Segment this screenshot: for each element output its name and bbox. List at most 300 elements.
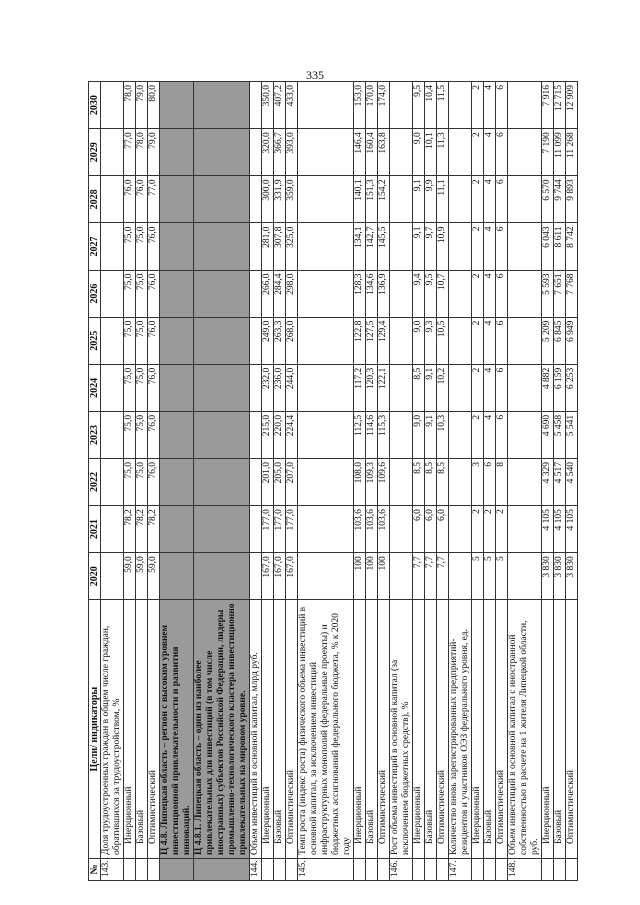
empty-cell bbox=[298, 506, 354, 553]
value-cell: 4 882 bbox=[542, 364, 554, 411]
empty-cell bbox=[425, 858, 437, 880]
value-cell: 8,5 bbox=[413, 458, 425, 505]
empty-cell bbox=[160, 129, 194, 176]
empty-cell bbox=[194, 317, 250, 364]
value-cell: 10,4 bbox=[425, 82, 437, 129]
scenario-name: Инерционный bbox=[354, 600, 366, 859]
scenario-row bbox=[542, 82, 554, 881]
scenario-name: Базовый bbox=[484, 600, 496, 859]
value-cell: 177,0 bbox=[262, 506, 274, 553]
scenario-name: Базовый bbox=[366, 600, 378, 859]
value-cell: 244,0 bbox=[286, 364, 298, 411]
value-cell: 76,0 bbox=[124, 176, 136, 223]
empty-cell bbox=[449, 364, 472, 411]
value-cell: 3 bbox=[472, 458, 484, 505]
value-cell: 4 bbox=[484, 223, 496, 270]
empty-cell bbox=[250, 458, 262, 505]
value-cell: 10,5 bbox=[437, 317, 449, 364]
value-cell: 75,0 bbox=[136, 270, 148, 317]
empty-cell bbox=[390, 364, 413, 411]
indicator-name: Доля трудоустроенных граждан в общем числе граждан, обратившихся за трудоустройством, % bbox=[101, 600, 124, 859]
scenario-row bbox=[124, 82, 136, 881]
value-cell: 4 105 bbox=[542, 506, 554, 553]
empty-cell bbox=[274, 858, 286, 880]
empty-cell bbox=[508, 270, 542, 317]
value-cell: 4 bbox=[484, 317, 496, 364]
value-cell: 6 253 bbox=[566, 364, 578, 411]
empty-cell bbox=[298, 364, 354, 411]
value-cell: 167,0 bbox=[286, 553, 298, 600]
empty-cell bbox=[160, 223, 194, 270]
value-cell: 6 bbox=[496, 82, 508, 129]
value-cell: 232,0 bbox=[262, 364, 274, 411]
value-cell: 103,6 bbox=[378, 506, 390, 553]
empty-cell bbox=[366, 858, 378, 880]
empty-cell bbox=[378, 858, 390, 880]
value-cell: 9,0 bbox=[413, 317, 425, 364]
empty-cell bbox=[194, 506, 250, 553]
value-cell: 4 329 bbox=[542, 458, 554, 505]
empty-cell bbox=[298, 553, 354, 600]
header-year: 2030 bbox=[89, 82, 101, 129]
empty-cell bbox=[298, 270, 354, 317]
empty-cell bbox=[390, 411, 413, 458]
value-cell: 177,0 bbox=[274, 506, 286, 553]
value-cell: 5 541 bbox=[566, 411, 578, 458]
value-cell: 331,9 bbox=[274, 176, 286, 223]
value-cell: 10,2 bbox=[437, 364, 449, 411]
empty-cell bbox=[286, 858, 298, 880]
empty-cell bbox=[449, 129, 472, 176]
value-cell: 366,7 bbox=[274, 129, 286, 176]
scenario-name: Базовый bbox=[425, 600, 437, 859]
value-cell: 236,0 bbox=[274, 364, 286, 411]
empty-cell bbox=[160, 553, 194, 600]
value-cell: 78,0 bbox=[136, 129, 148, 176]
value-cell: 224,4 bbox=[286, 411, 298, 458]
value-cell: 207,0 bbox=[286, 458, 298, 505]
value-cell: 160,4 bbox=[366, 129, 378, 176]
empty-cell bbox=[148, 858, 160, 880]
value-cell: 167,0 bbox=[274, 553, 286, 600]
value-cell: 122,1 bbox=[378, 364, 390, 411]
value-cell: 79,0 bbox=[148, 129, 160, 176]
scenario-row bbox=[286, 82, 298, 881]
empty-cell bbox=[160, 270, 194, 317]
row-number: 146. bbox=[390, 858, 413, 880]
scenario-row bbox=[274, 82, 286, 881]
value-cell: 3 830 bbox=[566, 553, 578, 600]
value-cell: 9,5 bbox=[413, 82, 425, 129]
empty-cell bbox=[298, 411, 354, 458]
value-cell: 75,0 bbox=[124, 364, 136, 411]
empty-cell bbox=[390, 82, 413, 129]
value-cell: 9,4 bbox=[413, 270, 425, 317]
scenario-row bbox=[496, 82, 508, 881]
value-cell: 115,3 bbox=[378, 411, 390, 458]
value-cell: 2 bbox=[484, 506, 496, 553]
value-cell: 109,3 bbox=[366, 458, 378, 505]
value-cell: 220,0 bbox=[274, 411, 286, 458]
value-cell: 201,0 bbox=[262, 458, 274, 505]
empty-cell bbox=[508, 553, 542, 600]
empty-cell bbox=[354, 858, 366, 880]
scenario-row bbox=[566, 82, 578, 881]
value-cell: 167,0 bbox=[262, 553, 274, 600]
empty-cell bbox=[508, 223, 542, 270]
value-cell: 136,9 bbox=[378, 270, 390, 317]
value-cell: 10,1 bbox=[425, 129, 437, 176]
header-year: 2023 bbox=[89, 411, 101, 458]
value-cell: 120,3 bbox=[366, 364, 378, 411]
empty-cell bbox=[101, 553, 124, 600]
value-cell: 8 bbox=[496, 458, 508, 505]
value-cell: 2 bbox=[472, 270, 484, 317]
value-cell: 174,0 bbox=[378, 82, 390, 129]
empty-cell bbox=[449, 270, 472, 317]
scenario-row bbox=[437, 82, 449, 881]
empty-cell bbox=[508, 317, 542, 364]
value-cell: 10,3 bbox=[437, 411, 449, 458]
value-cell: 9,7 bbox=[425, 223, 437, 270]
indicators-table bbox=[88, 81, 578, 881]
header-year: 2026 bbox=[89, 270, 101, 317]
empty-cell bbox=[449, 553, 472, 600]
value-cell: 8,5 bbox=[413, 364, 425, 411]
value-cell: 6 bbox=[496, 129, 508, 176]
empty-cell bbox=[566, 858, 578, 880]
scenario-name: Оптимистический bbox=[148, 600, 160, 859]
header-year: 2021 bbox=[89, 506, 101, 553]
empty-cell bbox=[449, 506, 472, 553]
empty-cell bbox=[298, 317, 354, 364]
header-indicators: Цели/ индикаторы bbox=[89, 600, 101, 859]
header-number: № bbox=[89, 858, 101, 880]
header-year: 2022 bbox=[89, 458, 101, 505]
value-cell: 5 593 bbox=[542, 270, 554, 317]
value-cell: 7 768 bbox=[566, 270, 578, 317]
value-cell: 122,8 bbox=[354, 317, 366, 364]
value-cell: 307,8 bbox=[274, 223, 286, 270]
value-cell: 9,5 bbox=[425, 270, 437, 317]
rotated-table-container bbox=[88, 81, 576, 881]
empty-cell bbox=[160, 858, 194, 880]
value-cell: 205,0 bbox=[274, 458, 286, 505]
scenario-name: Оптимистический bbox=[496, 600, 508, 859]
value-cell: 2 bbox=[496, 506, 508, 553]
empty-cell bbox=[390, 270, 413, 317]
value-cell: 75,0 bbox=[136, 364, 148, 411]
value-cell: 298,0 bbox=[286, 270, 298, 317]
value-cell: 8 611 bbox=[554, 223, 566, 270]
value-cell: 170,0 bbox=[366, 82, 378, 129]
scenario-name: Инерционный bbox=[413, 600, 425, 859]
value-cell: 325,0 bbox=[286, 223, 298, 270]
value-cell: 78,2 bbox=[136, 506, 148, 553]
empty-cell bbox=[508, 364, 542, 411]
header-year: 2024 bbox=[89, 364, 101, 411]
empty-cell bbox=[194, 858, 250, 880]
value-cell: 2 bbox=[472, 82, 484, 129]
value-cell: 145,5 bbox=[378, 223, 390, 270]
empty-cell bbox=[250, 270, 262, 317]
empty-cell bbox=[194, 270, 250, 317]
value-cell: 4 105 bbox=[566, 506, 578, 553]
value-cell: 163,8 bbox=[378, 129, 390, 176]
value-cell: 359,0 bbox=[286, 176, 298, 223]
value-cell: 3 830 bbox=[554, 553, 566, 600]
header-year: 2025 bbox=[89, 317, 101, 364]
empty-cell bbox=[194, 82, 250, 129]
scenario-name: Инерционный bbox=[262, 600, 274, 859]
header-year: 2029 bbox=[89, 129, 101, 176]
value-cell: 142,7 bbox=[366, 223, 378, 270]
value-cell: 9,9 bbox=[425, 176, 437, 223]
value-cell: 154,2 bbox=[378, 176, 390, 223]
indicator-row bbox=[101, 82, 124, 881]
value-cell: 75,0 bbox=[124, 317, 136, 364]
value-cell: 6 043 bbox=[542, 223, 554, 270]
value-cell: 10,7 bbox=[437, 270, 449, 317]
value-cell: 75,0 bbox=[124, 270, 136, 317]
value-cell: 4 105 bbox=[554, 506, 566, 553]
value-cell: 80,0 bbox=[148, 82, 160, 129]
value-cell: 114,6 bbox=[366, 411, 378, 458]
empty-cell bbox=[390, 506, 413, 553]
empty-cell bbox=[298, 129, 354, 176]
value-cell: 215,0 bbox=[262, 411, 274, 458]
value-cell: 263,3 bbox=[274, 317, 286, 364]
empty-cell bbox=[298, 223, 354, 270]
empty-cell bbox=[449, 411, 472, 458]
value-cell: 3 830 bbox=[542, 553, 554, 600]
row-number: 144. bbox=[250, 858, 262, 880]
value-cell: 11,5 bbox=[437, 82, 449, 129]
value-cell: 75,0 bbox=[124, 223, 136, 270]
value-cell: 4 bbox=[484, 129, 496, 176]
value-cell: 10,9 bbox=[437, 223, 449, 270]
empty-cell bbox=[250, 553, 262, 600]
value-cell: 266,0 bbox=[262, 270, 274, 317]
empty-cell bbox=[250, 317, 262, 364]
value-cell: 393,0 bbox=[286, 129, 298, 176]
empty-cell bbox=[449, 317, 472, 364]
scenario-row bbox=[554, 82, 566, 881]
value-cell: 6 bbox=[496, 176, 508, 223]
value-cell: 78,2 bbox=[148, 506, 160, 553]
indicator-row bbox=[250, 82, 262, 881]
value-cell: 8,5 bbox=[425, 458, 437, 505]
empty-cell bbox=[160, 317, 194, 364]
value-cell: 4 bbox=[484, 176, 496, 223]
scenario-name: Оптимистический bbox=[566, 600, 578, 859]
empty-cell bbox=[508, 82, 542, 129]
empty-cell bbox=[472, 858, 484, 880]
value-cell: 77,0 bbox=[124, 129, 136, 176]
value-cell: 129,4 bbox=[378, 317, 390, 364]
empty-cell bbox=[508, 176, 542, 223]
value-cell: 177,0 bbox=[286, 506, 298, 553]
empty-cell bbox=[101, 270, 124, 317]
value-cell: 76,0 bbox=[148, 411, 160, 458]
empty-cell bbox=[250, 129, 262, 176]
value-cell: 6 bbox=[496, 364, 508, 411]
empty-cell bbox=[160, 176, 194, 223]
value-cell: 7,7 bbox=[437, 553, 449, 600]
value-cell: 2 bbox=[472, 129, 484, 176]
value-cell: 7 651 bbox=[554, 270, 566, 317]
row-number: 148. bbox=[508, 858, 542, 880]
empty-cell bbox=[136, 858, 148, 880]
value-cell: 103,6 bbox=[366, 506, 378, 553]
empty-cell bbox=[449, 82, 472, 129]
scenario-row bbox=[484, 82, 496, 881]
value-cell: 6 570 bbox=[542, 176, 554, 223]
empty-cell bbox=[160, 82, 194, 129]
row-number: 147. bbox=[449, 858, 472, 880]
indicator-row bbox=[508, 82, 542, 881]
empty-cell bbox=[484, 858, 496, 880]
empty-cell bbox=[390, 553, 413, 600]
value-cell: 2 bbox=[472, 317, 484, 364]
value-cell: 75,0 bbox=[136, 411, 148, 458]
value-cell: 7 916 bbox=[542, 82, 554, 129]
value-cell: 6 bbox=[496, 270, 508, 317]
value-cell: 4 bbox=[484, 82, 496, 129]
value-cell: 5 bbox=[484, 553, 496, 600]
empty-cell bbox=[262, 858, 274, 880]
empty-cell bbox=[496, 858, 508, 880]
indicator-name: Темп роста (индекс роста) физического объема инвестиций в основной капитал, за исключением инвестиций инфраструктурных монополий (федеральные проекты) и бюджетных ассигнований федерального бюджета, % к 2020 году bbox=[298, 600, 354, 859]
scenario-name: Оптимистический bbox=[378, 600, 390, 859]
value-cell: 6 845 bbox=[554, 317, 566, 364]
empty-cell bbox=[160, 411, 194, 458]
value-cell: 109,6 bbox=[378, 458, 390, 505]
indicator-row bbox=[390, 82, 413, 881]
value-cell: 59,0 bbox=[136, 553, 148, 600]
scenario-row bbox=[354, 82, 366, 881]
value-cell: 59,0 bbox=[124, 553, 136, 600]
empty-cell bbox=[413, 858, 425, 880]
empty-cell bbox=[101, 317, 124, 364]
scenario-name: Базовый bbox=[554, 600, 566, 859]
scenario-row bbox=[136, 82, 148, 881]
section-title: Ц 4.8. Липецкая область – регион с высоким уровнем инвестиционной привлекательности и развития инноваций. bbox=[160, 600, 194, 859]
value-cell: 77,0 bbox=[148, 176, 160, 223]
empty-cell bbox=[250, 411, 262, 458]
empty-cell bbox=[194, 553, 250, 600]
value-cell: 78,2 bbox=[124, 506, 136, 553]
value-cell: 2 bbox=[472, 506, 484, 553]
empty-cell bbox=[194, 411, 250, 458]
value-cell: 78,0 bbox=[124, 82, 136, 129]
value-cell: 4 517 bbox=[554, 458, 566, 505]
empty-cell bbox=[194, 364, 250, 411]
value-cell: 11 099 bbox=[554, 129, 566, 176]
empty-cell bbox=[101, 82, 124, 129]
subsection-title: Ц 4.8.1. Липецкая область – один из наиболее привлекательных для инвестиций (в том числе иностранных) субъектов Российской Федерации, лидеры промышленно-технологического кластера инвестиционно привлекательных на мировом уровне. bbox=[194, 600, 250, 859]
empty-cell bbox=[124, 858, 136, 880]
empty-cell bbox=[250, 82, 262, 129]
value-cell: 8 742 bbox=[566, 223, 578, 270]
value-cell: 153,0 bbox=[354, 82, 366, 129]
empty-cell bbox=[101, 506, 124, 553]
value-cell: 75,0 bbox=[124, 458, 136, 505]
scenario-name: Инерционный bbox=[472, 600, 484, 859]
value-cell: 9,1 bbox=[425, 411, 437, 458]
value-cell: 112,5 bbox=[354, 411, 366, 458]
scenario-row bbox=[148, 82, 160, 881]
header-year: 2028 bbox=[89, 176, 101, 223]
scenario-name: Оптимистический bbox=[437, 600, 449, 859]
value-cell: 11,1 bbox=[437, 176, 449, 223]
empty-cell bbox=[160, 506, 194, 553]
empty-cell bbox=[101, 364, 124, 411]
empty-cell bbox=[390, 129, 413, 176]
value-cell: 433,0 bbox=[286, 82, 298, 129]
empty-cell bbox=[554, 858, 566, 880]
empty-cell bbox=[449, 223, 472, 270]
value-cell: 103,6 bbox=[354, 506, 366, 553]
header-year: 2027 bbox=[89, 223, 101, 270]
value-cell: 134,6 bbox=[366, 270, 378, 317]
value-cell: 75,0 bbox=[136, 458, 148, 505]
value-cell: 11 268 bbox=[566, 129, 578, 176]
value-cell: 7,7 bbox=[413, 553, 425, 600]
subsection-row bbox=[194, 82, 250, 881]
scenario-row bbox=[472, 82, 484, 881]
value-cell: 2 bbox=[472, 223, 484, 270]
value-cell: 76,0 bbox=[148, 458, 160, 505]
value-cell: 76,0 bbox=[148, 317, 160, 364]
value-cell: 9,0 bbox=[413, 411, 425, 458]
value-cell: 9,1 bbox=[413, 176, 425, 223]
value-cell: 6,0 bbox=[413, 506, 425, 553]
value-cell: 2 bbox=[472, 411, 484, 458]
empty-cell bbox=[542, 858, 554, 880]
page-number: 335 bbox=[306, 68, 324, 82]
value-cell: 11,3 bbox=[437, 129, 449, 176]
empty-cell bbox=[194, 223, 250, 270]
empty-cell bbox=[437, 858, 449, 880]
empty-cell bbox=[508, 506, 542, 553]
value-cell: 4 690 bbox=[542, 411, 554, 458]
empty-cell bbox=[298, 458, 354, 505]
value-cell: 100 bbox=[366, 553, 378, 600]
value-cell: 284,4 bbox=[274, 270, 286, 317]
scenario-name: Базовый bbox=[274, 600, 286, 859]
empty-cell bbox=[160, 364, 194, 411]
empty-cell bbox=[101, 411, 124, 458]
value-cell: 76,0 bbox=[148, 223, 160, 270]
value-cell: 146,4 bbox=[354, 129, 366, 176]
empty-cell bbox=[250, 176, 262, 223]
empty-cell bbox=[390, 317, 413, 364]
empty-cell bbox=[508, 411, 542, 458]
value-cell: 151,3 bbox=[366, 176, 378, 223]
scenario-name: Оптимистический bbox=[286, 600, 298, 859]
indicator-row bbox=[298, 82, 354, 881]
value-cell: 59,0 bbox=[148, 553, 160, 600]
value-cell: 7,7 bbox=[425, 553, 437, 600]
indicator-name: Объем инвестиций в основной капитал, млрд руб. bbox=[250, 600, 262, 859]
value-cell: 6 159 bbox=[554, 364, 566, 411]
value-cell: 5 458 bbox=[554, 411, 566, 458]
value-cell: 350,0 bbox=[262, 82, 274, 129]
value-cell: 320,0 bbox=[262, 129, 274, 176]
value-cell: 5 bbox=[472, 553, 484, 600]
value-cell: 6 bbox=[484, 458, 496, 505]
